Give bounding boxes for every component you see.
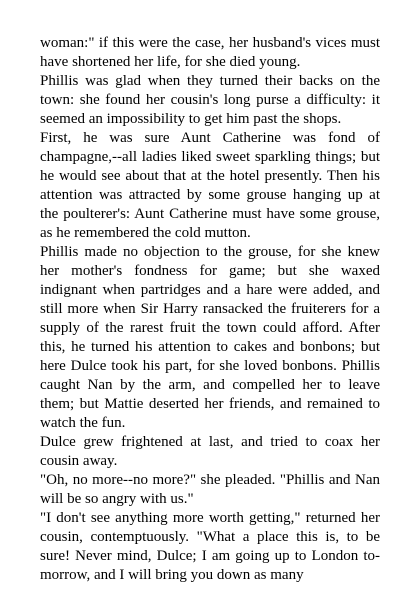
paragraph: "Oh, no more--no more?" she pleaded. "Phillis and Nan will be so angry with us." <box>40 472 380 507</box>
paragraph: Phillis was glad when they turned their backs on the town: she found her cousin's long purse a difficulty: it seemed an impossibility to get him past the shops. <box>40 73 380 127</box>
paragraph: woman:" if this were the case, her husband's vices must have shortened her life, for she died young. <box>40 35 380 70</box>
paragraph: Dulce grew frightened at last, and tried to coax her cousin away. <box>40 434 380 469</box>
page-body <box>40 34 380 585</box>
paragraph: First, he was sure Aunt Catherine was fond of champagne,--all ladies liked sweet sparkling things; but he would see about that at the hotel presently. Then his attention was attracted by some grouse hanging up at the poulterer's: Aunt Catherine must have some grouse, as he remembered the cold mutton. <box>40 130 380 241</box>
paragraph: "I don't see anything more worth getting," returned her cousin, contemptuously. "What a place this is, to be sure! Never mind, Dulce; I am going up to London to-morrow, and I will bring you down as many <box>40 510 380 583</box>
paragraph: Phillis made no objection to the grouse, for she knew her mother's fondness for game; but she waxed indignant when partridges and a hare were added, and still more when Sir Harry ransacked the fruiterers for a supply of the rarest fruit the town could afford. After this, he turned his attention to cakes and bonbons; but here Dulce took his part, for she loved bonbons. Phillis caught Nan by the arm, and compelled her to leave them; but Mattie deserted her friends, and remained to watch the fun. <box>40 244 380 431</box>
